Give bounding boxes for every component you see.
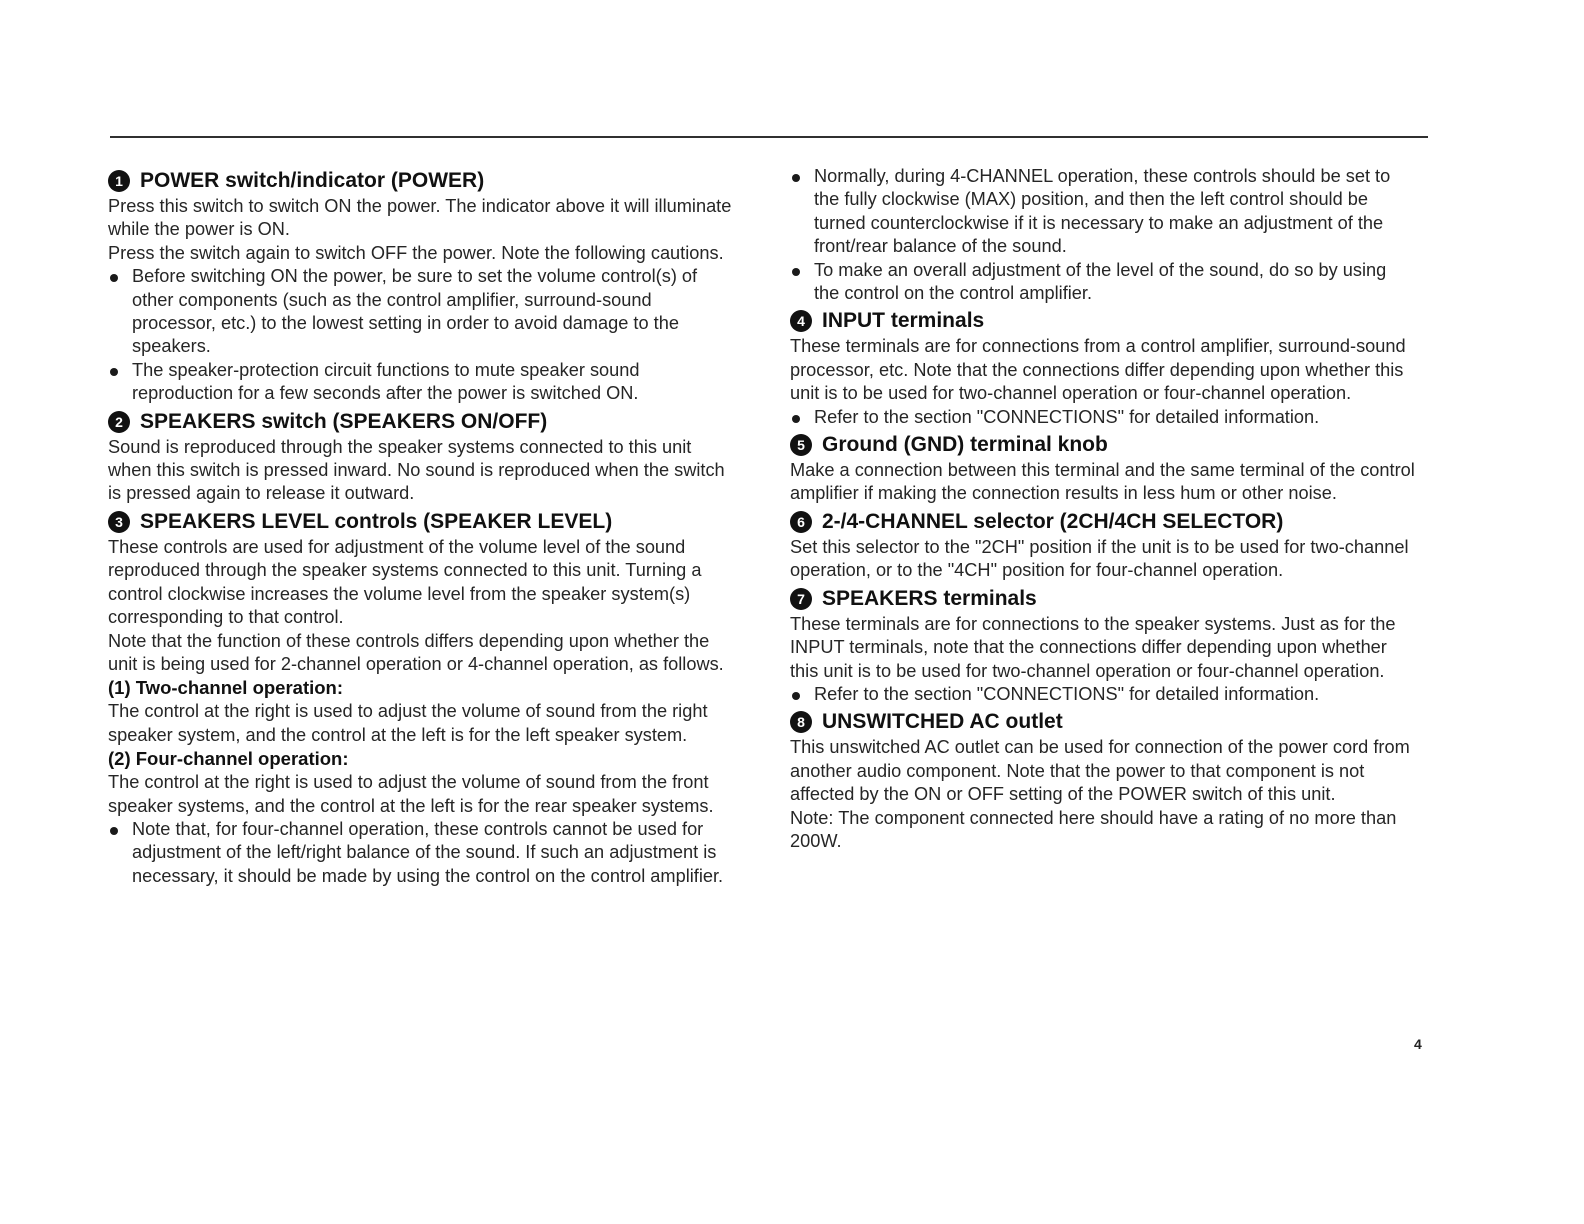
right-column: [790, 165, 1415, 853]
section-ground-heading: [790, 431, 1415, 459]
paragraph: The control at the right is used to adjust the volume of sound from the right speaker system, and the control at the left is for the left speaker system.: [108, 701, 708, 745]
paragraph: Sound is reproduced through the speaker systems connected to this unit when this switch is pressed inward. No sound is reproduced when the switch is pressed again to release it outward.: [108, 436, 725, 504]
section-input-heading: [790, 307, 1415, 335]
section-title: Ground (GND) terminal knob: [822, 433, 1108, 457]
left-column: [108, 165, 738, 888]
bullet-text: Normally, during 4-CHANNEL operation, these controls should be set to the fully clockwise (MAX) position, and then the left control should be turned counterclockwise if it is necessary to make an adjustment of the front/rear balance of the sound.: [814, 166, 1391, 257]
top-rule: [110, 136, 1428, 138]
bullet-item: [108, 359, 738, 406]
paragraph: These terminals are for connections from a control amplifier, surround-sound processor, etc. Note that the connections differ depending upon whether this unit is to be used for two-channel operation or four-channel operation.: [790, 336, 1406, 404]
section-title: INPUT terminals: [822, 309, 985, 333]
paragraph: Make a connection between this terminal and the same terminal of the control amplifier if making the connection results in less hum or other noise.: [790, 460, 1415, 504]
bullet-text: Note that, for four-channel operation, these controls cannot be used for adjustment of the left/right balance of the sound. If such an adjustment is necessary, it should be made by using the control on the control amplifier.: [132, 818, 724, 886]
bullet-text: Refer to the section "CONNECTIONS" for detailed information.: [814, 406, 1320, 427]
subheading: (1) Two-channel operation:: [108, 677, 344, 699]
section-channel-selector-heading: [790, 508, 1415, 536]
section-title: SPEAKERS switch (SPEAKERS ON/OFF): [140, 409, 548, 433]
section-ac-outlet-heading: [790, 708, 1415, 736]
section-title: SPEAKERS terminals: [822, 586, 1037, 610]
section-title: POWER switch/indicator (POWER): [140, 169, 485, 192]
bullet-icon: [110, 274, 118, 282]
paragraph: Press this switch to switch ON the power. The indicator above it will illuminate while the power is ON.: [108, 196, 732, 240]
bullet-text: To make an overall adjustment of the level of the sound, do so by using the control on the control amplifier.: [814, 259, 1387, 304]
paragraph: The control at the right is used to adjust the volume of sound from the front speaker systems, and the control at the left is for the rear speaker systems.: [108, 772, 714, 816]
number-badge-icon: 2: [108, 411, 130, 433]
section-title: 2-/4-CHANNEL selector (2CH/4CH SELECTOR): [822, 509, 1284, 533]
subheading: (2) Four-channel operation:: [108, 748, 349, 770]
bullet-icon: [792, 415, 800, 423]
bullet-text: Refer to the section "CONNECTIONS" for detailed information.: [814, 683, 1320, 704]
bullet-item: [790, 259, 1415, 306]
section-speakers-level-heading: [108, 508, 738, 536]
bullet-icon: [792, 268, 800, 276]
bullet-text: Before switching ON the power, be sure to set the volume control(s) of other components (such as the control amplifier, surround-sound processor, etc.) to the lowest setting in order to avoid damage to the speakers.: [132, 266, 698, 357]
section-speakers-switch-heading: [108, 408, 738, 436]
bullet-icon: [792, 692, 800, 700]
paragraph: This unswitched AC outlet can be used for connection of the power cord from another audio component. Note that the power to that component is not affected by the ON or OFF setting of the POWER switch of this unit.: [790, 737, 1410, 805]
bullet-item: [108, 818, 738, 888]
page-number: 4: [1414, 1036, 1422, 1052]
section-title: UNSWITCHED AC outlet: [822, 710, 1063, 734]
bullet-icon: [110, 827, 118, 835]
section-power-heading: [108, 167, 738, 195]
number-badge-icon: 3: [108, 511, 130, 533]
section-speakers-terminals-heading: [790, 585, 1415, 613]
number-badge-icon: 4: [790, 310, 812, 332]
section-title: SPEAKERS LEVEL controls (SPEAKER LEVEL): [140, 509, 613, 533]
paragraph: Note that the function of these controls differs depending upon whether the unit is being used for 2-channel operation or 4-channel operation, as follows.: [108, 630, 724, 674]
bullet-item: [108, 265, 738, 359]
number-badge-icon: 1: [108, 170, 130, 192]
number-badge-icon: 8: [790, 711, 812, 733]
paragraph: Press the switch again to switch OFF the power. Note the following cautions.: [108, 242, 724, 263]
number-badge-icon: 7: [790, 588, 812, 610]
bullet-icon: [792, 174, 800, 182]
bullet-text: The speaker-protection circuit functions to mute speaker sound reproduction for a few seconds after the power is switched ON.: [132, 359, 640, 404]
number-badge-icon: 5: [790, 434, 812, 456]
paragraph: Note: The component connected here should have a rating of no more than 200W.: [790, 807, 1397, 851]
paragraph: These terminals are for connections to the speaker systems. Just as for the INPUT terminals, note that the connections differ depending upon whether this unit is to be used for two-channel operation or four-channel operation.: [790, 613, 1396, 681]
bullet-item: [790, 165, 1415, 259]
bullet-icon: [110, 368, 118, 376]
paragraph: Set this selector to the "2CH" position if the unit is to be used for two-channel operation, or to the "4CH" position for four-channel operation.: [790, 536, 1409, 581]
bullet-item: [790, 406, 1415, 429]
bullet-item: [790, 683, 1415, 706]
paragraph: These controls are used for adjustment of the volume level of the sound reproduced through the speaker systems connected to this unit. Turning a control clockwise increases the volume level from the speaker system(s) corresponding to that control.: [108, 536, 702, 628]
number-badge-icon: 6: [790, 511, 812, 533]
